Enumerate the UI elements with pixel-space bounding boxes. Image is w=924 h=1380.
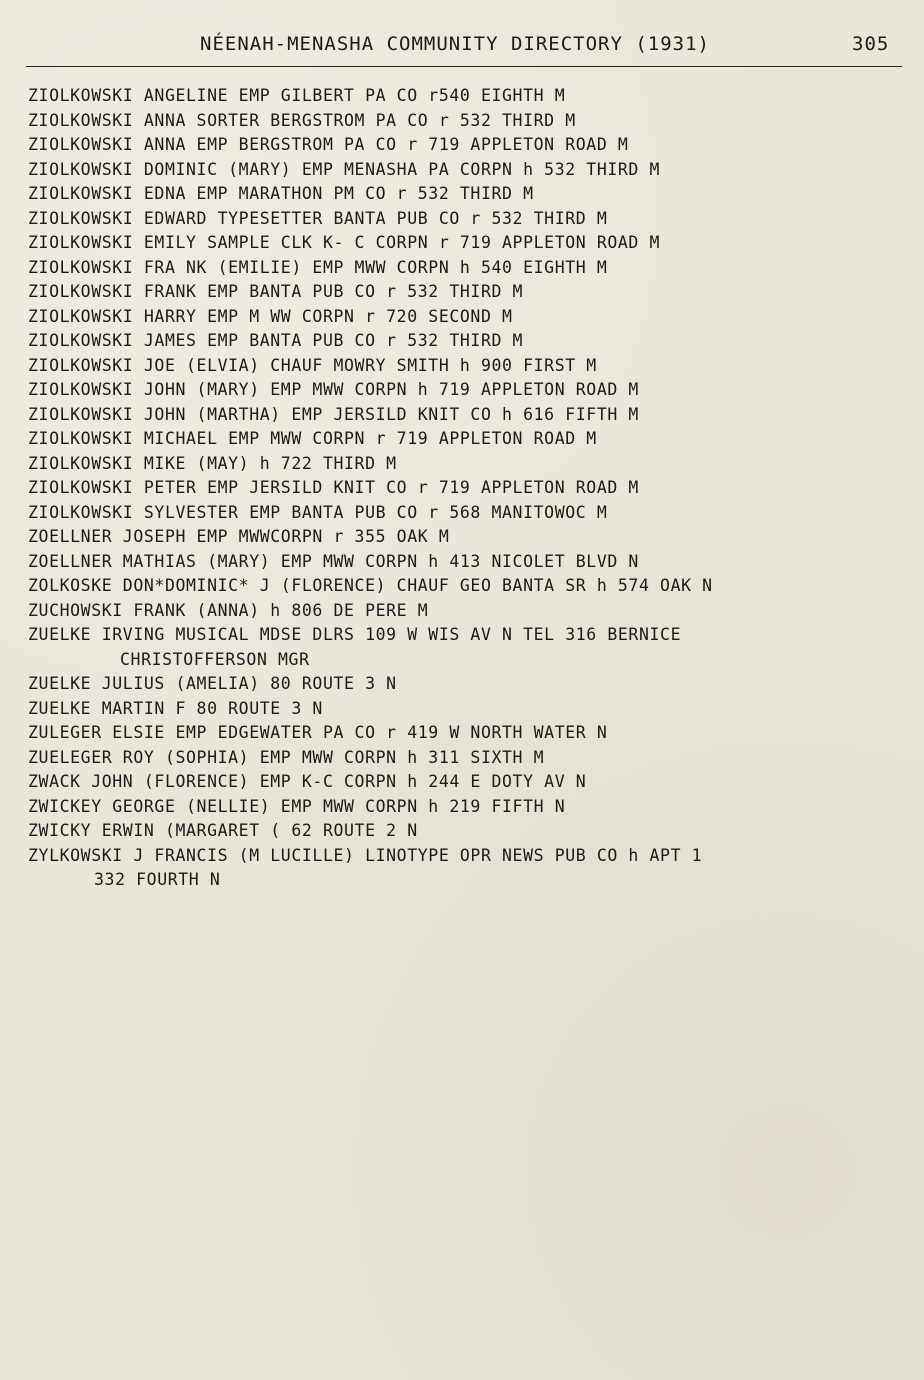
- entry-text: ZWICKY ERWIN (MARGARET ( 62 ROUTE 2 N: [28, 821, 418, 840]
- directory-entry: [28, 452, 908, 477]
- directory-entry: [28, 623, 908, 672]
- entry-text: ZUCHOWSKI FRANK (ANNA) h 806 DE PERE M: [28, 600, 429, 620]
- directory-entry: [28, 158, 908, 183]
- directory-entry: [28, 133, 908, 158]
- entry-text: ZIOLKOWSKI EMILY SAMPLE CLK K- C CORPN r 719 APPLETON ROAD M: [28, 233, 661, 252]
- entry-text: ZUELKE JULIUS (AMELIA) 80 ROUTE 3 N: [28, 674, 397, 693]
- entry-text: ZUELEGER ROY (SOPHIA) EMP MWW CORPN h 311 SIXTH M: [28, 747, 545, 767]
- directory-entry: [28, 231, 908, 256]
- directory-entry: [28, 207, 908, 232]
- directory-entry: [28, 84, 908, 109]
- header-divider: [26, 66, 902, 67]
- entry-text: ZOELLNER MATHIAS (MARY) EMP MWW CORPN h 413 NICOLET BLVD N: [28, 551, 639, 571]
- entry-text: ZIOLKOWSKI FRANK EMP BANTA PUB CO r 532 THIRD M: [28, 282, 524, 301]
- directory-entry: [28, 819, 908, 844]
- entry-text: ZIOLKOWSKI JOE (ELVIA) CHAUF MOWRY SMITH h 900 FIRST M: [28, 355, 597, 375]
- entry-text: ZIOLKOWSKI ANNA EMP BERGSTROM PA CO r 719 APPLETON ROAD M: [28, 135, 629, 154]
- entry-text: ZIOLKOWSKI JOHN (MARY) EMP MWW CORPN h 719 APPLETON ROAD M: [28, 380, 639, 399]
- entry-text: ZUELKE IRVING MUSICAL MDSE DLRS 109 W WIS AV N TEL 316 BERNICE: [28, 625, 682, 644]
- directory-entry: [28, 697, 908, 722]
- directory-entry: [28, 403, 908, 428]
- entry-text: ZOLKOSKE DON*DOMINIC* J (FLORENCE) CHAUF GEO BANTA SR h 574 OAK N: [28, 576, 713, 595]
- entry-continuation: CHRISTOFFERSON MGR: [120, 649, 310, 669]
- directory-entry: [28, 525, 908, 550]
- entry-text: ZIOLKOWSKI FRA NK (EMILIE) EMP MWW CORPN h 540 EIGHTH M: [28, 257, 608, 277]
- directory-entry: [28, 770, 908, 795]
- directory-entry: [28, 599, 908, 624]
- entry-text: ZIOLKOWSKI ANGELINE EMP GILBERT PA CO r540 EIGHTH M: [28, 86, 566, 105]
- entry-text: ZIOLKOWSKI EDWARD TYPESETTER BANTA PUB CO r 532 THIRD M: [28, 208, 608, 228]
- directory-entry: [28, 280, 908, 305]
- page-number: 305: [852, 33, 890, 55]
- directory-entry: [28, 476, 908, 501]
- entry-text: ZIOLKOWSKI HARRY EMP M WW CORPN r 720 SECOND M: [28, 306, 513, 326]
- directory-listing: [28, 84, 908, 893]
- directory-entry: [28, 109, 908, 134]
- directory-entry: [28, 746, 908, 771]
- entry-text: ZWACK JOHN (FLORENCE) EMP K-C CORPN h 244 E DOTY AV N: [28, 772, 587, 791]
- entry-text: ZIOLKOWSKI JOHN (MARTHA) EMP JERSILD KNIT CO h 616 FIFTH M: [28, 404, 639, 424]
- directory-entry: [28, 501, 908, 526]
- entry-text: ZWICKEY GEORGE (NELLIE) EMP MWW CORPN h 219 FIFTH N: [28, 796, 566, 816]
- directory-entry: [28, 182, 908, 207]
- directory-entry: [28, 672, 908, 697]
- directory-entry: [28, 354, 908, 379]
- directory-entry: [28, 550, 908, 575]
- directory-entry: [28, 305, 908, 330]
- directory-entry: [28, 329, 908, 354]
- directory-entry: [28, 378, 908, 403]
- entry-continuation: 332 FOURTH N: [94, 870, 221, 889]
- directory-entry: [28, 721, 908, 746]
- entry-text: ZYLKOWSKI J FRANCIS (M LUCILLE) LINOTYPE OPR NEWS PUB CO h APT 1: [28, 845, 703, 865]
- directory-entry: [28, 574, 908, 599]
- entry-text: ZIOLKOWSKI MIKE (MAY) h 722 THIRD M: [28, 453, 397, 473]
- directory-entry: [28, 795, 908, 820]
- directory-entry: [28, 256, 908, 281]
- directory-entry: [28, 844, 908, 893]
- page-header: [0, 30, 924, 64]
- entry-text: ZIOLKOWSKI EDNA EMP MARATHON PM CO r 532 THIRD M: [28, 184, 534, 203]
- entry-text: ZIOLKOWSKI ANNA SORTER BERGSTROM PA CO r 532 THIRD M: [28, 110, 576, 130]
- entry-text: ZIOLKOWSKI SYLVESTER EMP BANTA PUB CO r 568 MANITOWOC M: [28, 502, 608, 522]
- entry-text: ZOELLNER JOSEPH EMP MWWCORPN r 355 OAK M: [28, 527, 450, 546]
- directory-entry: [28, 427, 908, 452]
- entry-text: ZIOLKOWSKI JAMES EMP BANTA PUB CO r 532 THIRD M: [28, 331, 524, 350]
- entry-text: ZIOLKOWSKI DOMINIC (MARY) EMP MENASHA PA CORPN h 532 THIRD M: [28, 159, 661, 179]
- entry-text: ZIOLKOWSKI MICHAEL EMP MWW CORPN r 719 APPLETON ROAD M: [28, 429, 597, 448]
- entry-text: ZUELKE MARTIN F 80 ROUTE 3 N: [28, 698, 323, 718]
- entry-text: ZIOLKOWSKI PETER EMP JERSILD KNIT CO r 719 APPLETON ROAD M: [28, 478, 639, 497]
- entry-text: ZULEGER ELSIE EMP EDGEWATER PA CO r 419 W NORTH WATER N: [28, 723, 608, 742]
- page-title: NÉENAH-MENASHA COMMUNITY DIRECTORY (1931): [200, 33, 710, 55]
